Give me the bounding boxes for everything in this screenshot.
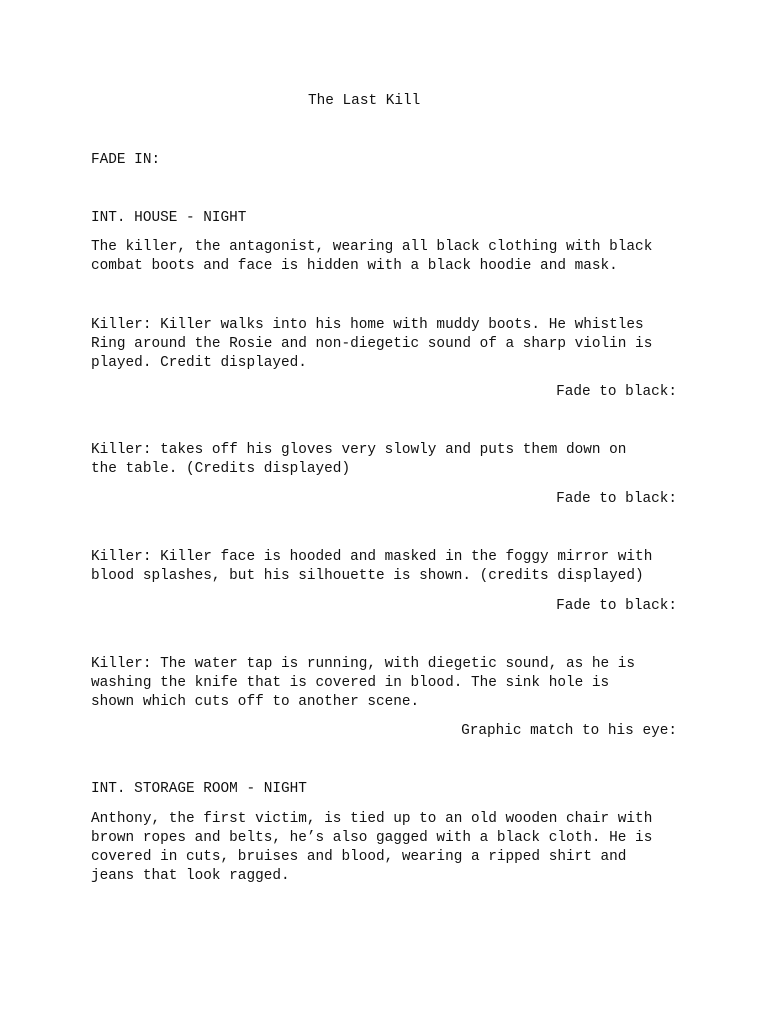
action-line: Ring around the Rosie and non-diegetic sound of a sharp violin is: [91, 336, 653, 352]
action-line: brown ropes and belts, he’s also gagged with a black cloth. He is: [91, 830, 653, 846]
fade-in: FADE IN:: [91, 152, 161, 168]
transition-graphic-match: Graphic match to his eye:: [461, 723, 677, 739]
action-line: combat boots and face is hidden with a black hoodie and mask.: [91, 258, 618, 274]
action-line: The killer, the antagonist, wearing all black clothing with black: [91, 239, 653, 255]
transition-fade-to-black: Fade to black:: [556, 384, 677, 400]
transition-fade-to-black: Fade to black:: [556, 491, 677, 507]
action-line: Killer: takes off his gloves very slowly and puts them down on: [91, 442, 627, 458]
action-line: shown which cuts off to another scene.: [91, 694, 420, 710]
action-line: Killer: Killer face is hooded and masked in the foggy mirror with: [91, 549, 653, 565]
action-line: blood splashes, but his silhouette is shown. (credits displayed): [91, 568, 644, 584]
scene-heading-storage-room: INT. STORAGE ROOM - NIGHT: [91, 781, 307, 797]
scene-heading-house: INT. HOUSE - NIGHT: [91, 210, 247, 226]
action-line: Killer: Killer walks into his home with muddy boots. He whistles: [91, 317, 644, 333]
action-line: Killer: The water tap is running, with diegetic sound, as he is: [91, 656, 636, 672]
script-title: The Last Kill: [308, 93, 421, 109]
action-line: played. Credit displayed.: [91, 355, 307, 371]
action-line: jeans that look ragged.: [91, 868, 290, 884]
action-line: covered in cuts, bruises and blood, wearing a ripped shirt and: [91, 849, 627, 865]
action-line: washing the knife that is covered in blood. The sink hole is: [91, 675, 610, 691]
action-line: Anthony, the first victim, is tied up to an old wooden chair with: [91, 811, 653, 827]
action-line: the table. (Credits displayed): [91, 461, 351, 477]
transition-fade-to-black: Fade to black:: [556, 598, 677, 614]
